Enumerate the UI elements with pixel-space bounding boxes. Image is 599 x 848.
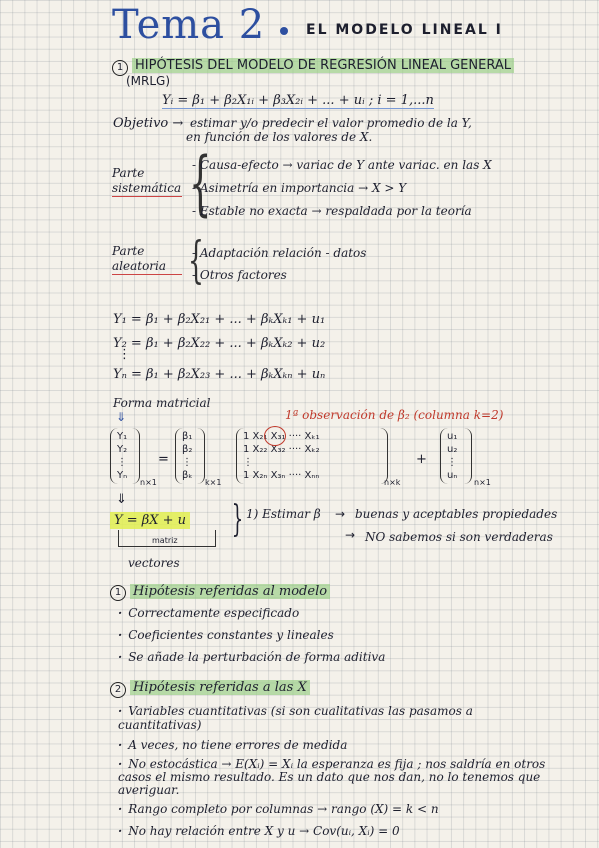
right-brace-icon: } [231,499,244,540]
systematic-item: - Estable no exacta → respaldada por la teoría [192,204,472,218]
hyp-x-number-badge: 2 [110,682,126,698]
beta-vector-entry: βₖ [182,470,193,481]
y-dimension: n×1 [140,478,157,487]
page-subtitle: EL MODELO LINEAL I [306,22,503,38]
hyp-model-item: · Se añade la perturbación de forma aditiva [118,650,385,664]
hyp-x-item: · No hay relación entre X y u → Cov(uᵢ, Xᵢ) = 0 [118,824,400,838]
x-matrix [236,428,388,484]
x-matrix-row: 1 X₂ₙ X₃ₙ ···· Xₙₙ [243,470,320,481]
model-equation: Yᵢ = β₁ + β₂X₁ᵢ + β₃X₂ᵢ + ... + uᵢ ; i = 1,...n [162,93,434,108]
section-abbrev: (MRLG) [126,74,171,88]
systematic-label: Parte sistemática [112,166,182,195]
beta-vector [175,428,205,484]
title-bullet-icon [280,27,288,35]
y-vector [110,428,140,484]
y-vector-entry: Y₁ [117,431,128,442]
plus-sign: + [416,452,427,467]
random-label: Parte aleatoria [112,244,182,275]
hyp-model-item: · Correctamente especificado [118,606,299,620]
beta-vector-entry: β₁ [182,431,193,442]
estimate-step: 1) Estimar β [246,507,321,521]
y-vector-entry: Y₂ [117,444,128,455]
section-title: HIPÓTESIS DEL MODELO DE REGRESIÓN LINEAL GENERAL [132,58,514,73]
equation-row: Y₁ = β₁ + β₂X₂₁ + ... + βₖXₖ₁ + u₁ [113,312,326,327]
vertical-dots: ⋮ [118,347,131,362]
good-properties-note: buenas y aceptables propiedades [355,507,558,521]
systematic-brace-icon: { [189,142,212,224]
vector-equation: Y = βX + u [110,512,190,529]
page-title: Tema 2 [112,2,266,48]
systematic-item: - Asimetría en importancia → X > Y [192,181,407,195]
hyp-model-item: · Coeficientes constantes y lineales [118,628,334,642]
objective-line-2: en función de los valores de X. [186,130,373,144]
beta-dimension: k×1 [205,478,222,487]
u-vector-entry: ⋮ [447,457,457,468]
equation-row: Yₙ = β₁ + β₂X₂₃ + ... + βₖXₖₙ + uₙ [113,367,326,382]
matrix-note: matriz [152,536,178,545]
hyp-x-title: Hipótesis referidas a las X [130,680,310,695]
systematic-item: - Causa-efecto → variac de Y ante variac. en las X [192,158,492,172]
beta-vector-entry: β₂ [182,444,193,455]
equation-row: Y₂ = β₁ + β₂X₂₂ + ... + βₖXₖ₂ + u₂ [113,336,326,351]
y-vector-entry: Yₙ [117,470,128,481]
hyp-model-number-badge: 1 [110,585,126,601]
vector-bracket [118,530,216,547]
hyp-x-item: · No estocástica → E(Xᵢ) = Xᵢ la esperanza es fija ; nos saldría en otros casos el mismo resultado. Es un dato que nos dan, no lo tenemos que averiguar. [118,758,548,797]
random-brace-icon: { [187,231,204,289]
hyp-x-item: · Rango completo por columnas → rango (X) = k < n [118,802,439,816]
arrow-right-icon: → [335,507,346,521]
arrow-down-icon: ⇓ [116,410,127,424]
x-matrix-row: 1 X₂₁ X₃₁ ···· Xₖ₁ [243,431,320,442]
x-dimension: n×k [384,478,401,487]
u-vector-entry: u₂ [447,444,458,455]
hyp-x-item: · Variables cuantitativas (si son cualitativas las pasamos a cuantitativas) [118,704,548,732]
u-vector-entry: u₁ [447,431,458,442]
matrix-form-label: Forma matricial [113,396,211,410]
random-item: - Otros factores [192,268,287,282]
hyp-model-title: Hipótesis referidas al modelo [130,584,330,599]
x-matrix-row: 1 X₂₂ X₃₂ ···· Xₖ₂ [243,444,320,455]
equals-sign: = [158,452,169,467]
u-vector-entry: uₙ [447,470,458,481]
random-item: - Adaptación relación - datos [192,246,367,260]
arrow-right-icon: → [345,528,356,542]
u-vector [440,428,472,484]
unknown-note: NO sabemos si son verdaderas [365,530,553,544]
y-vector-entry: ⋮ [117,457,127,468]
u-dimension: n×1 [474,478,491,487]
highlight-circle-icon [264,426,286,446]
hyp-x-item: · A veces, no tiene errores de medida [118,738,347,752]
arrow-down-icon: ⇓ [116,492,127,507]
x-matrix-row: ⋮ [243,457,253,468]
matrix-annotation: 1ª observación de β₂ (columna k=2) [285,408,504,422]
beta-vector-entry: ⋮ [182,457,192,468]
objective-label: Objetivo → [113,116,184,131]
vectors-label: vectores [128,556,180,570]
section-number-badge: 1 [112,60,128,76]
objective-line-1: estimar y/o predecir el valor promedio de la Y, [190,116,472,130]
